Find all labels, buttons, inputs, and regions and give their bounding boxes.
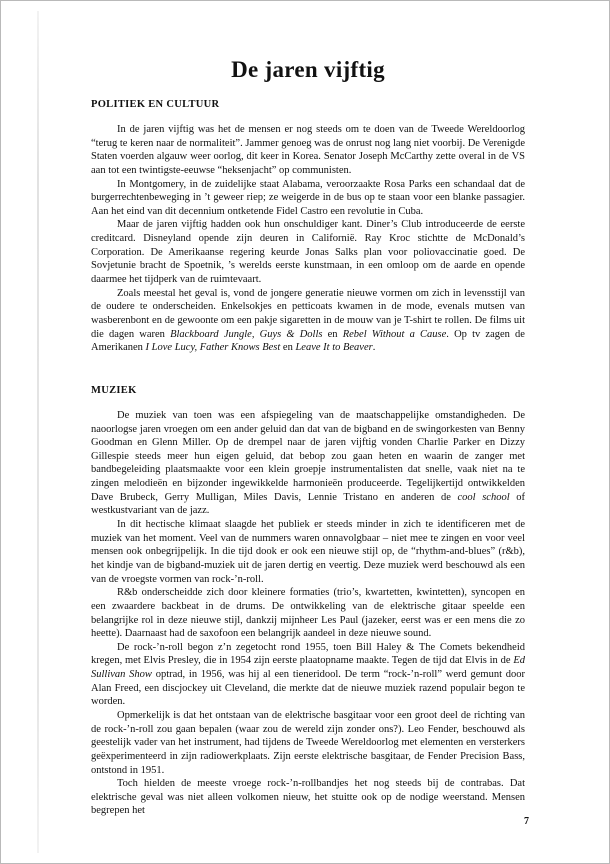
paragraph [91, 409, 525, 518]
text-segment: De muziek van toen was een afspiegeling van de maatschappelijke omstandigheden. De naoorlogse jaren vroegen om een ander geluid dan dat van de bigband en de swingorkesten van Benny Goodman en Glenn Miller. Op de drempel naar de jaren vijftig vonden Charlie Parker en Dizzy Gillespie steeds meer hun eigen geluid, dat bebop zou gaan heten en waarin de zanger met bandbegeleiding plaatsmaakte voor een klein groepje instrumentalisten dat snelle, vaak niet na te zingen melodieën en bijzonder ingewikkelde harmonieën produceerde. Tegelijkertijd ontwikkelden Dave Brubeck, Gerry Mulligan, Miles Davis, Lennie Tristano en anderen de [91, 409, 525, 503]
paragraph [91, 218, 525, 286]
paragraph [91, 287, 525, 355]
paragraph [91, 178, 525, 219]
text-segment: Toch hielden de meeste vroege rock-’n-rollbandjes het nog steeds bij de contrabas. Dat elektrische geval was niet alleen volkomen nieuw, het stuitte ook op de nodige weerstand. Mensen begrepen het [91, 778, 525, 817]
text-segment: . Op tv zagen de Amerikanen [91, 328, 525, 354]
text-segment: In de jaren vijftig was het de mensen er nog steeds om te doen van de Tweede Wereldoorlog “terug te keren naar de normaliteit”. Jammer genoeg was de onrust nog lang niet voorbij. De Verenigde Staten voerden algauw weer oorlog, dit keer in Korea. Senator Joseph McCarthy zette overal in de VS aan tot een twintigste-eeuwse “heksenjacht” op communisten. [91, 124, 525, 176]
paragraph [91, 709, 525, 777]
italic-text-segment: Rebel Without a Cause [342, 328, 447, 340]
page-content [91, 99, 525, 818]
page-title: De jaren vijftig [231, 57, 385, 82]
text-segment: De rock-’n-roll begon z’n zegetocht rond 1955, toen Bill Haley & The Comets bekendheid kregen, met Elvis Presley, die in 1954 zijn eerste plaatopname maakte. Tegen de tijd dat Elvis in de [91, 641, 525, 667]
text-segment: optrad, in 1956, was hij al een tieneridool. De term “rock-’n-roll” werd gemunt door Alan Freed, een discjockey uit Cleveland, die merkte dat de nieuwe muziek razend populair begon te worden. [91, 669, 525, 708]
paragraph [91, 641, 525, 709]
italic-text-segment: Blackboard Jungle, Guys & Dolls [170, 328, 323, 340]
paragraph [91, 518, 525, 586]
text-segment: of westkustvariant van de jazz. [91, 491, 525, 517]
section-heading: POLITIEK EN CULTUUR [91, 99, 220, 110]
italic-text-segment: Leave It to Beaver [295, 342, 373, 354]
text-segment: en [322, 328, 343, 340]
paragraph [91, 123, 525, 178]
paragraph [91, 586, 525, 641]
text-segment: In Montgomery, in de zuidelijke staat Alabama, veroorzaakte Rosa Parks een schandaal dat de burgerrechtenbeweging in ’t geweer riep; ze weigerde in de bus op te staan voor een blanke passagier. Aan het eind van dit decennium ontketende Fidel Castro een revolutie in Cuba. [91, 178, 525, 217]
text-segment: R&b onderscheidde zich door kleinere formaties (trio’s, kwartetten, kwintetten), syncopen en een zwaardere backbeat in de drums. De ontwikkeling van de elektrische gitaar speelde een belangrijke rol in deze nieuwe stijl, dankzij mijnheer Les Paul (jazeker, eerst was er een mens die zo heette). Daarnaast had de saxofoon een belangrijk aandeel in deze nieuwe sound. [91, 587, 525, 640]
text-segment: Zoals meestal het geval is, vond de jongere generatie nieuwe vormen om zich in levensstijl van de oudere te onderscheiden. Enkelsokjes en petticoats kwamen in de mode, evenals mutsen van wasberenbont en de gewoonte om een pakje sigaretten in de mouw van je T-shirt te rollen. De films uit die dagen waren [91, 287, 525, 340]
italic-text-segment: cool school [457, 491, 510, 503]
text-segment: . [372, 342, 376, 354]
italic-text-segment: I Love Lucy, Father Knows Best [145, 342, 281, 354]
italic-text-segment: Ed Sullivan Show [91, 655, 525, 681]
text-segment: Opmerkelijk is dat het ontstaan van de elektrische basgitaar voor een groot deel de richting van de rock-’n-roll zou gaan bepalen (waar zou de wereld zijn zonder ons?). Leo Fender, beschouwd als geestelijk vader van het instrument, had tijdens de Tweede Wereldoorlog met elementen en versterkers geëxperimenteerd in zijn radiowerkplaats. Zijn eerste elektrische basgitaar, de Fender Precision Bass, ontstond in 1951. [91, 709, 525, 776]
page-content-wrapper [91, 57, 525, 818]
text-segment: In dit hectische klimaat slaagde het publiek er steeds minder in zich te identificeren met de muziek van het moment. Veel van de nummers waren onnavolgbaar – niet mee te zingen en voor veel mensen ook onbegrijpelijk. In die tijd dook er ook een nieuwe stijl op, de “rhythm-and-blues” (r&b), het kindje van de bigband-muziek uit de jaren dertig en veertig. Deze muziek werd beschouwd als een van de vroegste vormen van rock-’n-roll. [91, 519, 525, 585]
text-segment: en [280, 342, 296, 354]
scan-edge-artifact [37, 11, 39, 853]
text-segment: Maar de jaren vijftig hadden ook hun onschuldiger kant. Diner’s Club introduceerde de eerste creditcard. Disneyland opende zijn deuren in Californië. Ray Kroc stichtte de McDonald’s Corporation. De Amerikaanse regering keurde Jonas Salks plan voor poliovaccinatie goed. De Sovjetunie bracht de Spoetnik, ’s werelds eerste kunstmaan, in een omloop om de aarde en opende daarmee het tijdperk van de ruimtevaart. [91, 219, 525, 286]
paragraph [91, 777, 525, 818]
section-heading: MUZIEK [91, 384, 137, 396]
page-number: 7 [524, 816, 529, 827]
